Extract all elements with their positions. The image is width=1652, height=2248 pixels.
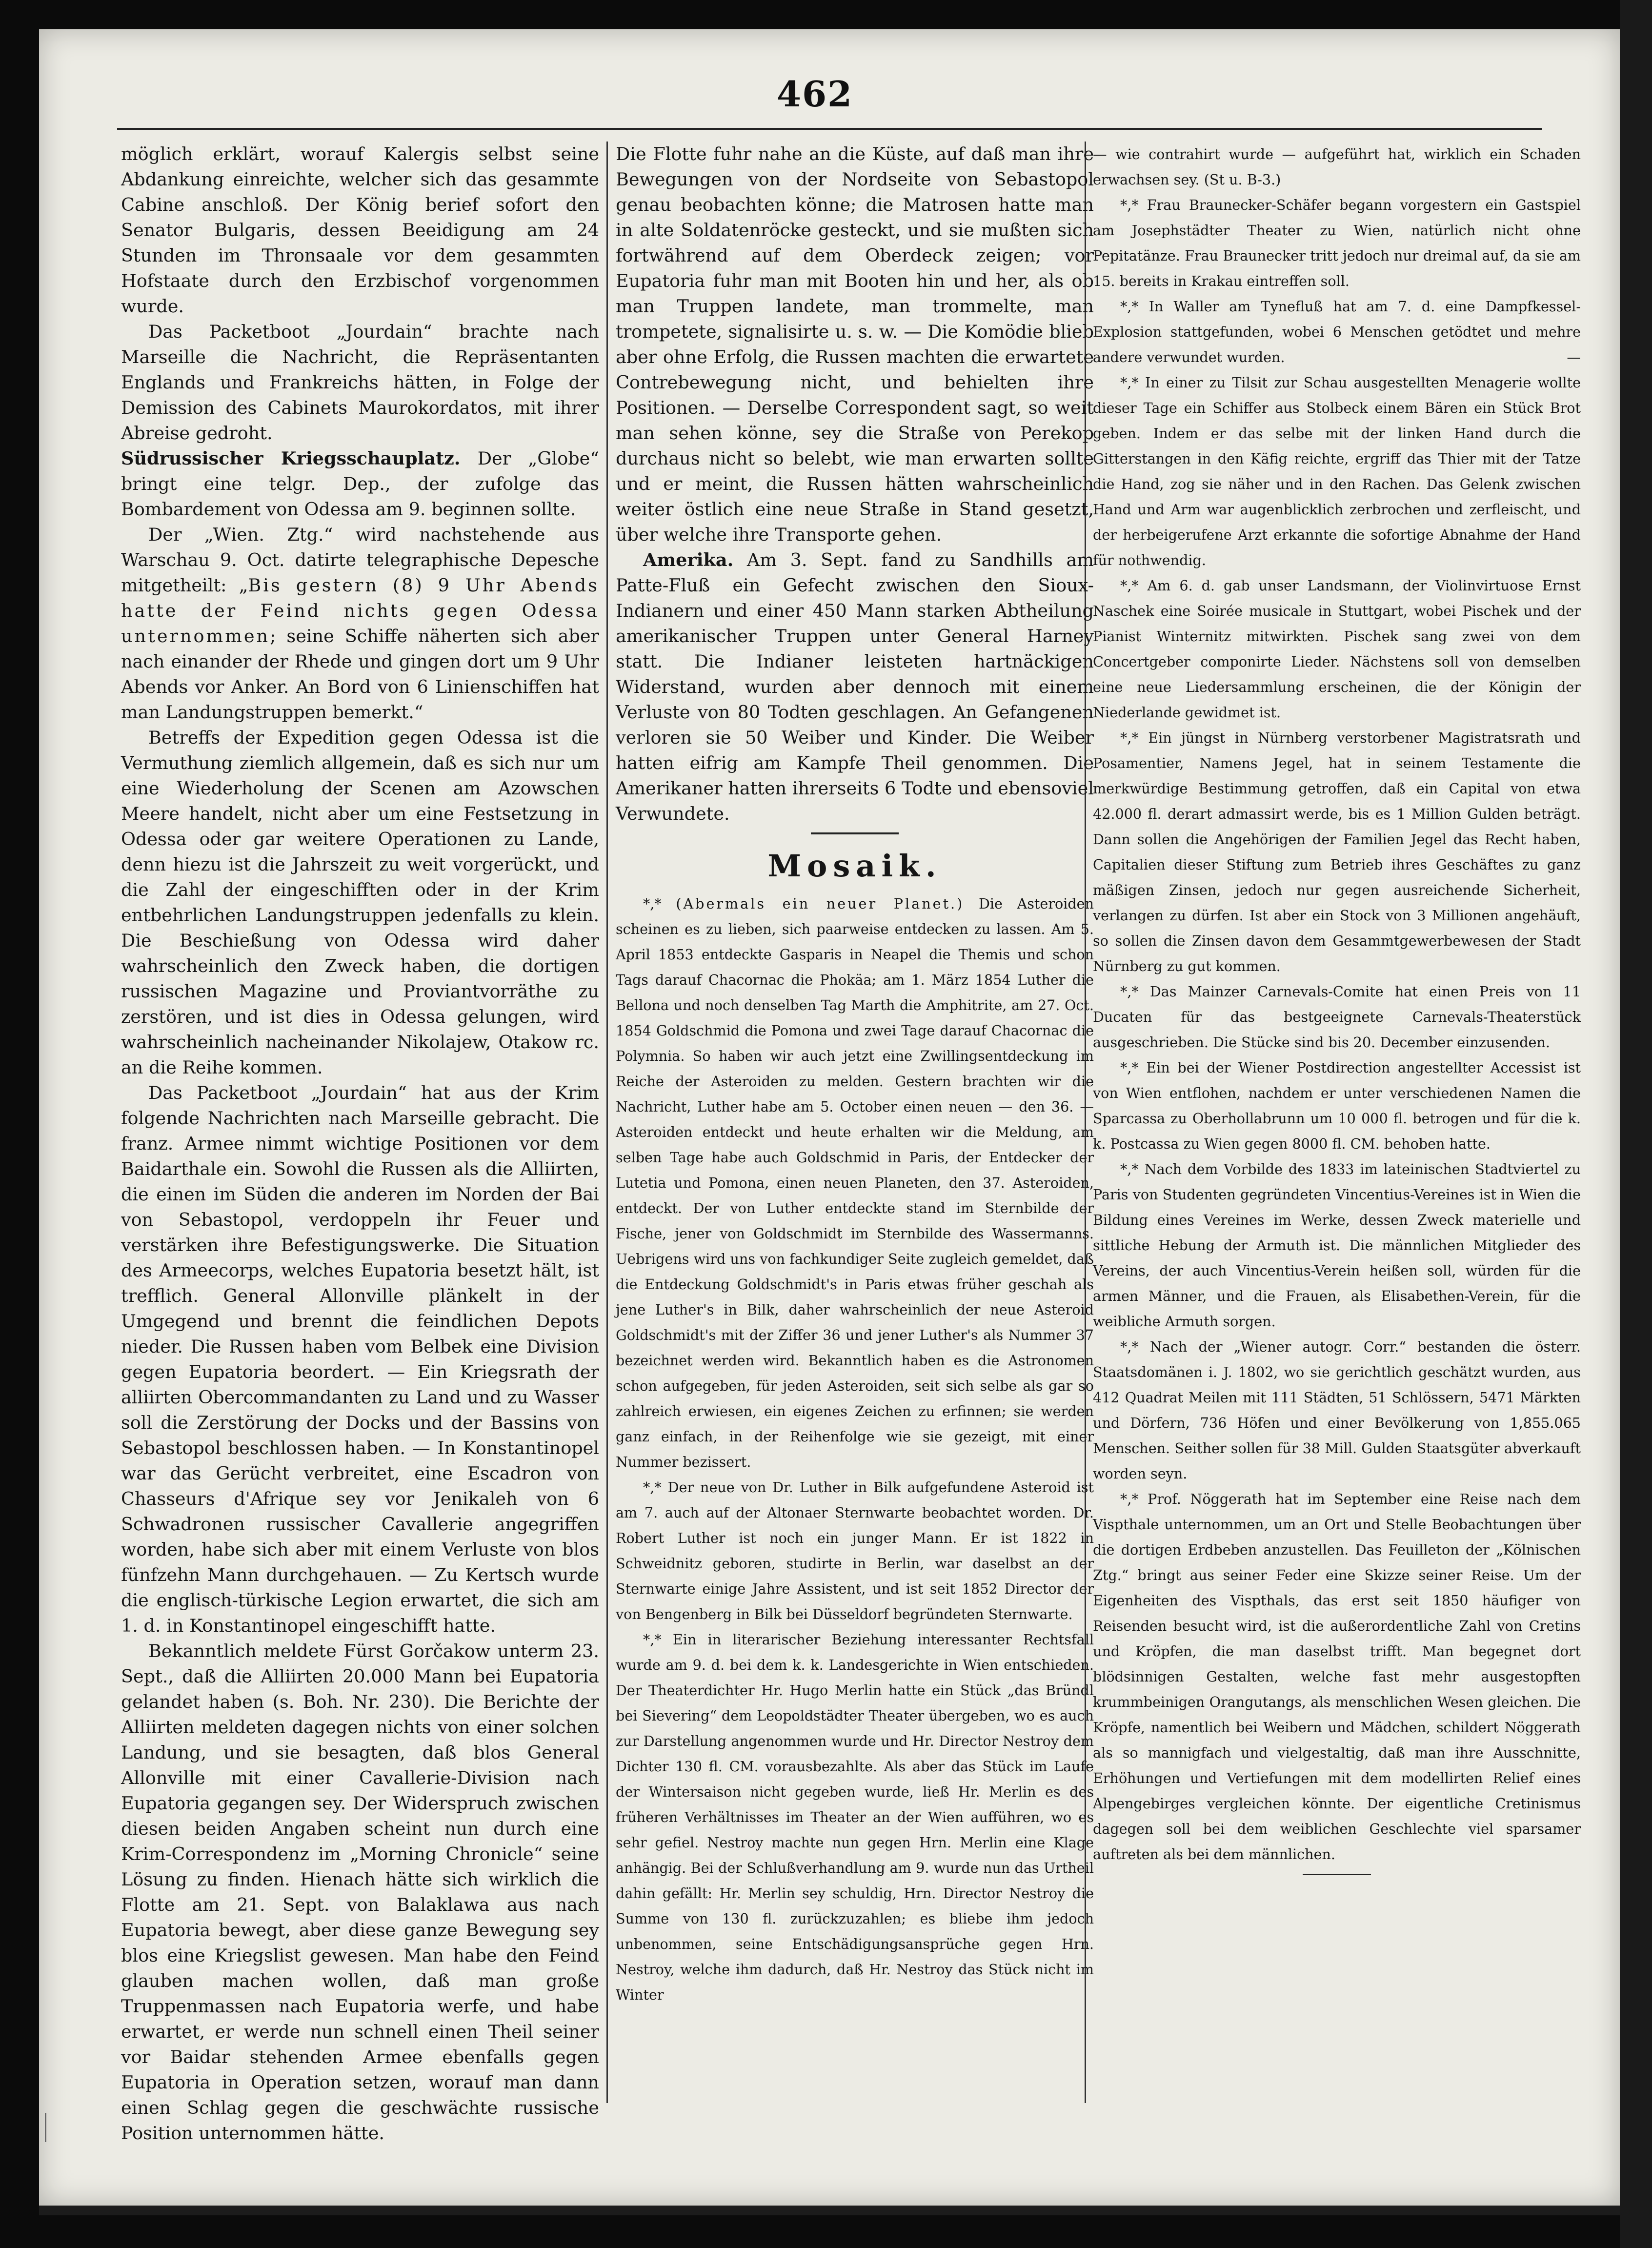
- article-paragraph: [121, 522, 599, 725]
- article-paragraph: [1093, 573, 1581, 725]
- item-bullet: *,*: [1120, 1059, 1139, 1076]
- article-paragraph: Die Flotte fuhr nahe an die Küste, auf daß man ihre Bewegungen von der Nordseite von Sebastopol genau beobachten könne; die Matrosen hatte man in alte Soldatenröcke gesteckt, und sie mußten sich fortwährend auf dem Oberdeck zeigen; vor Eupatoria fuhr man mit Booten hin und her, als ob man Truppen landete, man trommelte, man trompetete, signalisirte u. s. w. — Die Komödie blieb aber ohne Erfolg, die Russen machten die erwartete Contrebewegung nicht, und behielten ihre Positionen. — Derselbe Correspondent sagt, so weit man sehen könne, sey die Straße von Perekop durchaus nicht so belebt, wie man erwarten sollte und er meint, die Russen hätten wahrscheinlich weiter östlich eine neue Straße in Stand gesetzt, über welche ihre Transporte gehen.: [616, 143, 1094, 545]
- article-paragraph: Das Packetboot „Jourdain“ brachte nach Marseille die Nachricht, die Repräsentanten Englands und Frankreichs hätten, in Folge der Demission des Cabinets Maurokordatos, mit ihrer Abreise gedroht.: [121, 321, 599, 444]
- article-paragraph: [1093, 725, 1581, 979]
- separator-dash: —: [1567, 349, 1581, 365]
- end-rule: [1303, 1874, 1371, 1875]
- scan-border-right: [1620, 0, 1652, 2248]
- item-bullet: *,*: [643, 1479, 662, 1496]
- article-text: Nach der „Wiener autogr. Corr.“ bestanden die österr. Staatsdomänen i. J. 1802, wo sie gerichtlich geschätzt wurden, aus 412 Quadrat Meilen mit 111 Städten, 51 Schlössern, 5471 Märkten und Dörfern, 736 Höfen und einer Bevölkerung von 1,855.065 Menschen. Seither sollen für 38 Mill. Gulden Staatsgüter abverkauft worden seyn.: [1093, 1338, 1581, 1482]
- section-lead: Amerika.: [643, 549, 734, 570]
- article-paragraph: [1093, 370, 1581, 573]
- article-text: In Waller am Tynefluß hat am 7. d. eine Dampfkessel-Explosion stattgefunden, wobei 6 Menschen getödtet und mehre andere verwundet wurden.: [1093, 298, 1581, 365]
- article-paragraph: [1093, 1334, 1581, 1486]
- item-bullet: *,*: [1120, 1491, 1139, 1507]
- article-paragraph: [616, 547, 1094, 827]
- article-text: Der „Globe“ bringt eine telgr. Dep., der zufolge das Bombardement von Odessa am 9. beginnen sollte.: [121, 448, 599, 520]
- article-paragraph: [1093, 1486, 1581, 1867]
- item-bullet: *,*: [1120, 197, 1139, 213]
- article-text: ; seine Schiffe näherten sich aber nach einander der Rhede und gingen dort um 9 Uhr Abends vor Anker. An Bord von 6 Linienschiffen hat man Landungstruppen bemerkt.“: [121, 626, 599, 723]
- article-text: Ein bei der Wiener Postdirection angestellter Accessist ist von Wien entflohen, nachdem er unter verschiedenen Namen die Sparcassa zu Oberhollabrunn um 10 000 fl. betrogen und für die k. k. Postcassa zu Wien gegen 8000 fl. CM. behoben hatte.: [1093, 1059, 1581, 1152]
- article-paragraph: [1093, 1156, 1581, 1334]
- scan-border-bottom: [39, 2206, 1620, 2215]
- article-paragraph: — wie contrahirt wurde — aufgeführt hat, wirklich ein Schaden erwachsen sey. (St u. B-3.): [1093, 146, 1581, 188]
- article-text: Am 6. d. gab unser Landsmann, der Violinvirtuose Ernst Naschek eine Soirée musicale in Stuttgart, wobei Pischek und der Pianist Winternitz mitwirkten. Pischek sang zwei von dem Concertgeber componirte Lieder. Nächstens soll von demselben eine neue Liedersammlung erscheinen, die der Königin der Niederlande gewidmet ist.: [1093, 577, 1581, 721]
- item-bullet: *,*: [1120, 374, 1139, 391]
- column-2: [616, 142, 1094, 2007]
- article-text: Ein jüngst in Nürnberg verstorbener Magistratsrath und Posamentier, Namens Jegel, hat in seinem Testamente die merkwürdige Bestimmung getroffen, daß ein Capital von etwa 42.000 fl. derart admassirt werde, bis es 1 Million Gulden beträgt. Dann sollen die Angehörigen der Familien Jegel das Recht haben, Capitalien dieser Stiftung zum Betrieb ihres Geschäftes zu ganz mäßigen Zinsen, jedoch nur gegen ausreichende Sicherheit, verlangen zu dürfen. Ist aber ein Stock von 3 Millionen angehäuft, so sollen die Zinsen davon dem Gesammtgewerbewesen der Stadt Nürnberg zu gut kommen.: [1093, 729, 1581, 974]
- item-bullet: *,*: [1120, 298, 1139, 315]
- item-bullet: *,*: [1120, 1338, 1139, 1355]
- article-text: Der neue von Dr. Luther in Bilk aufgefundene Asteroid ist am 7. auch auf der Altonaer Sternwarte beobachtet worden. Dr. Robert Luther ist noch ein junger Mann. Er ist 1822 in Schweidnitz geboren, studirte in Berlin, war daselbst an der Sternwarte einige Jahre Assistent, und ist seit 1852 Director der von Bengenberg in Bilk bei Düsseldorf begründeten Sternwarte.: [616, 1479, 1094, 1622]
- item-bullet: *,*: [1120, 577, 1139, 594]
- item-bullet: *,*: [1120, 1161, 1139, 1177]
- article-paragraph: [1093, 979, 1581, 1055]
- article-text: In einer zu Tilsit zur Schau ausgestellten Menagerie wollte dieser Tage ein Schiffer aus Stolbeck einem Bären ein Stück Brot geben. Indem er das selbe mit der linken Hand durch die Gitterstangen in den Käfig reichte, ergriff das Thier mit der Tatze die Hand, zog sie näher und in den Rachen. Das Gelenk zwischen Hand und Arm war augenblicklich zerbrochen und zerfleischt, und der herbeigerufene Arzt erkannte die sofortige Abnahme der Hand für nothwendig.: [1093, 374, 1581, 568]
- article-paragraph: [1093, 294, 1581, 370]
- section-lead: Südrussischer Kriegsschauplatz.: [121, 448, 461, 469]
- article-text: Prof. Nöggerath hat im September eine Reise nach dem Vispthale unternommen, um an Ort und Stelle Beobachtungen über die dortigen Erdbeben anzustellen. Das Feuilleton der „Kölnischen Ztg.“ bringt aus seiner Feder eine Skizze seiner Reise. Um der Eigenheiten des Vispthals, das erst seit 1850 häufiger von Reisenden besucht wird, ist die außerordentliche Zahl von Cretins und Kröpfen, die man daselbst trifft. Man begegnet dort blödsinnigen Gestalten, welche fast mehr ausgestopften krummbeinigen Orangutangs, als menschlichen Wesen gleichen. Die Kröpfe, namentlich bei Weibern und Mädchen, schildert Nöggerath als so mannigfach und vielgestaltig, daß man ihre Ausschnitte, Erhöhungen und Vertiefungen mit dem modellirten Relief eines Alpengebirges vergleichen könnte. Der eigentliche Cretinismus dagegen soll bei dem weiblichen Geschlechte viel sparsamer auftreten als bei dem männlichen.: [1093, 1491, 1581, 1863]
- article-paragraph: [616, 1475, 1094, 1627]
- article-paragraph: möglich erklärt, worauf Kalergis selbst seine Abdankung einreichte, welcher sich das gesammte Cabine anschloß. Der König berief sofort den Senator Bulgaris, dessen Beeidigung am 24 Stunden im Thronsaale vor dem gesammten Hofstaate durch den Erzbischof vorgenommen wurde.: [121, 143, 599, 317]
- article-paragraph: [1093, 1055, 1581, 1156]
- spaced-quote: Bis gestern (8) 9 Uhr Abends hatte der Feind nichts gegen Odessa unternommen: [121, 575, 599, 647]
- article-text: Ein in literarischer Beziehung interessanter Rechtsfall wurde am 9. d. bei dem k. k. Landesgerichte in Wien entschieden. Der Theaterdichter Hr. Hugo Merlin hatte ein Stück „das Bründl bei Sievering“ dem Leopoldstädter Theater übergeben, wo es auch zur Darstellung angenommen wurde und Hr. Director Nestroy dem Dichter 130 fl. CM. vorausbezahlte. Als aber das Stück im Laufe der Wintersaison nicht gegeben wurde, ließ Hr. Merlin es des früheren Verhältnisses im Theater an der Wien aufführen, wo es sehr gefiel. Nestroy machte nun gegen Hrn. Merlin eine Klage anhängig. Bei der Schlußverhandlung am 9. wurde nun das Urtheil dahin gefällt: Hr. Merlin sey schuldig, Hrn. Director Nestroy die Summe von 130 fl. zurückzuzahlen; es bliebe ihm jedoch unbenommen, seine Entschädigungsansprüche gegen Hrn. Nestroy, welche ihm dadurch, daß Hr. Nestroy das Stück nicht im Winter: [616, 1631, 1094, 2003]
- item-bullet: *,*: [1120, 729, 1139, 746]
- article-paragraph: [616, 891, 1094, 1475]
- article-text: Der „Wien. Ztg.“ wird nachstehende aus Warschau 9. Oct. datirte telegraphische Depesche mitgetheilt: „: [121, 524, 599, 596]
- article-paragraph: [616, 1627, 1094, 2007]
- mosaik-body: [616, 891, 1094, 2007]
- section-heading-mosaik: Mosaik.: [767, 848, 942, 884]
- item-bullet: *,*: [643, 895, 662, 912]
- page-number: 462: [776, 73, 853, 115]
- article-paragraph: Betreffs der Expedition gegen Odessa ist die Vermuthung ziemlich allgemein, daß es sich nur um eine Wiederholung der Scenen am Azowschen Meere handelt, nicht aber um eine Festsetzung in Odessa oder gar weitere Operationen zu Lande, denn hiezu ist die Jahrszeit zu weit vorgerückt, und die Zahl der eingeschifften oder in der Krim entbehrlichen Landungstruppen jedenfalls zu klein. Die Beschießung von Odessa wird daher wahrscheinlich den Zweck haben, die dortigen russischen Magazine und Proviantvorräthe zu zerstören, und ist dies in Odessa gelungen, wird wahrscheinlich nacheinander Nikolajew, Otakow rc. an die Reihe kommen.: [121, 727, 599, 1078]
- header-rule: [117, 128, 1542, 130]
- article-text: Nach dem Vorbilde des 1833 im lateinischen Stadtviertel zu Paris von Studenten gegründeten Vincentius-Vereines ist in Wien die Bildung eines Vereines im Werke, dessen Zweck materielle und sittliche Hebung der Armuth ist. Die männlichen Mitglieder des Vereins, der auch Vincentius-Verein heißen soll, würden für die armen Männer, und die Frauen, als Elisabethen-Verein, für die weibliche Armuth sorgen.: [1093, 1161, 1581, 1330]
- item-title: (Abermals ein neuer Planet.): [676, 895, 965, 912]
- article-text: Die Asteroiden scheinen es zu lieben, sich paarweise entdecken zu lassen. Am 5. April 1853 entdeckte Gasparis in Neapel die Themis und schon Tags darauf Chacornac die Phokäa; am 1. März 1854 Luther die Bellona und noch denselben Tag Marth die Amphitrite, am 27. Oct. 1854 Goldschmid die Pomona und zwei Tage darauf Chacornac die Polymnia. So haben wir auch jetzt eine Zwillingsentdeckung im Reiche der Asteroiden zu melden. Gestern brachten wir die Nachricht, Luther habe am 5. October einen neuen — den 36. — Asteroiden entdeckt und heute erhalten wir die Meldung, am selben Tage habe auch Goldschmid in Paris, der Entdecker der Lutetia und Pomona, einen neuen Planeten, den 37. Asteroiden, entdeckt. Der von Luther entdeckte stand im Sternbilde der Fische, jener von Goldschmidt im Sternbilde des Wassermanns. Uebrigens wird uns von fachkundiger Seite zugleich gemeldet, daß die Entdeckung Goldschmidt's in Paris etwas früher geschah als jene Luther's in Bilk, daher wahrscheinlich der neue Asteroid Goldschmidt's mit der Ziffer 36 und jener Luther's als Nummer 37 bezeichnet werden wird. Bekanntlich haben es die Astronomen schon aufgegeben, für jeden Asteroiden, seit sich selbe als gar so zahlreich erwiesen, ein eigenes Zeichen zu erfinnen; sie werden ganz einfach, in der Reihenfolge wie sie gezeigt, mit einer Nummer bezissert.: [616, 895, 1094, 1470]
- article-paragraph: Das Packetboot „Jourdain“ hat aus der Krim folgende Nachrichten nach Marseille gebracht. Die franz. Armee nimmt wichtige Positionen vor dem Baidarthale ein. Sowohl die Russen als die Alliirten, die einen im Süden die anderen im Norden der Bai von Sebastopol, verdoppeln ihr Feuer und verstärken ihre Befestigungswerke. Die Situation des Armeecorps, welches Eupatoria besetzt hält, ist trefflich. General Allonville plänkelt in der Umgegend und brennt die feindlichen Depots nieder. Die Russen haben vom Belbek eine Division gegen Eupatoria beordert. — Ein Kriegsrath der alliirten Obercommandanten zu Land und zu Wasser soll die Zerstörung der Docks und der Bassins von Sebastopol beschlossen haben. — In Konstantinopel war das Gerücht verbreitet, eine Escadron von Chasseurs d'Afrique sey vor Jenikaleh von 6 Schwadronen russischer Cavallerie angegriffen worden, habe sich aber mit einem Verluste von blos fünfzehn Mann durchgehauen. — Zu Kertsch wurde die englisch-türkische Legion erwartet, die sich am 1. d. in Konstantinopel eingeschifft hatte.: [121, 1082, 599, 1636]
- article-text: Am 3. Sept. fand zu Sandhills am Patte-Fluß ein Gefecht zwischen den Sioux-Indianern und einer 450 Mann starken Abtheilung amerikanischer Truppen unter General Harney statt. Die Indianer leisteten hartnäckigen Widerstand, wurden aber dennoch mit einem Verluste von 80 Todten geschlagen. An Gefangenen verloren sie 50 Weiber und Kinder. Die Weiber hatten eifrig am Kampfe Theil genommen. Die Amerikaner hatten ihrerseits 6 Todte und ebensoviel Verwundete.: [616, 549, 1094, 824]
- item-bullet: *,*: [1120, 983, 1139, 1000]
- article-text: Frau Braunecker-Schäfer begann vorgestern ein Gastspiel am Josephstädter Theater zu Wien, natürlich nicht ohne Pepitatänze. Frau Braunecker tritt jedoch nur dreimal auf, da sie am 15. bereits in Krakau eintreffen soll.: [1093, 197, 1581, 289]
- column-1: [121, 142, 599, 2146]
- column-divider-1: [606, 142, 608, 2103]
- column-3: [1093, 142, 1581, 1875]
- article-paragraph: [1093, 192, 1581, 294]
- article-paragraph: Bekanntlich meldete Fürst Gorčakow unterm 23. Sept., daß die Alliirten 20.000 Mann bei Eupatoria gelandet haben (s. Boh. Nr. 230). Die Berichte der Alliirten meldeten dagegen nichts von einer solchen Landung, und sie besagten, daß blos General Allonville mit einer Cavallerie-Division nach Eupatoria gegangen sey. Der Widerspruch zwischen diesen beiden Angaben scheint nun durch eine Krim-Correspondenz im „Morning Chronicle“ seine Lösung zu finden. Hienach hätte sich wirklich die Flotte am 21. Sept. von Balaklawa aus nach Eupatoria bewegt, aber diese ganze Bewegung sey blos eine Kriegslist gewesen. Man habe den Feind glauben machen wollen, daß man große Truppenmassen nach Eupatoria werfe, und habe erwartet, er werde nun schnell einen Theil seiner vor Baidar stehenden Armee ebenfalls gegen Eupatoria in Operation setzen, worauf man dann einen Schlag gegen die geschwächte russische Position unternommen hätte.: [121, 1640, 599, 2144]
- item-bullet: *,*: [643, 1631, 662, 1648]
- margin-mark: [45, 2113, 66, 2142]
- section-rule: [811, 832, 899, 834]
- article-paragraph: [121, 446, 599, 522]
- article-text: Das Mainzer Carnevals-Comite hat einen Preis von 11 Ducaten für das bestgeeignete Carnevals-Theaterstück ausgeschrieben. Die Stücke sind bis 20. December einzusenden.: [1093, 983, 1581, 1051]
